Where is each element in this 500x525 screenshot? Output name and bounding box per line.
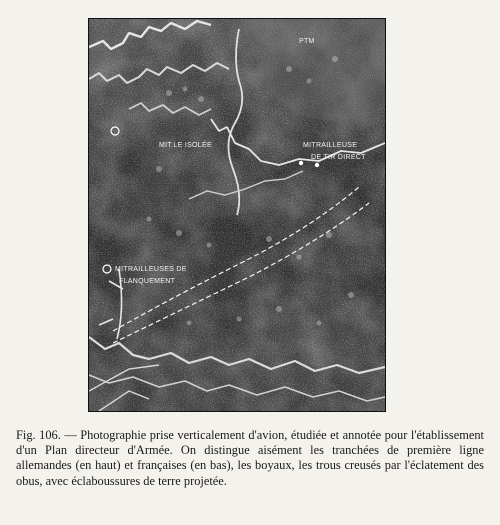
annotation-flank-mg-line2: flanquement <box>119 278 176 285</box>
annotation-isolated-mg: Mit.le isolée <box>159 142 212 149</box>
mg-marker <box>299 161 303 165</box>
figure-caption <box>16 428 484 489</box>
mg-marker <box>315 163 319 167</box>
annotation-direct-mg-line2: de tir direct <box>311 154 366 161</box>
annotation-top-right: PTM <box>299 38 315 45</box>
caption-text: — Photographie prise verticalement d'avion, étudiée et annotée pour l'établissement d'un Plan directeur d'Armée. On distingue aisément les tranchées de première ligne allemandes (en haut) et françaises (en bas), les boyaux, les trous creusés par l'éclatement des obus, avec éclaboussures de terre projetée. <box>16 428 484 488</box>
aerial-photograph <box>88 18 386 412</box>
figure-label: Fig. 106. <box>16 428 61 442</box>
annotation-direct-mg-line1: Mitrailleuse <box>303 142 358 149</box>
annotation-flank-mg-line1: Mitrailleuses de <box>115 266 187 273</box>
